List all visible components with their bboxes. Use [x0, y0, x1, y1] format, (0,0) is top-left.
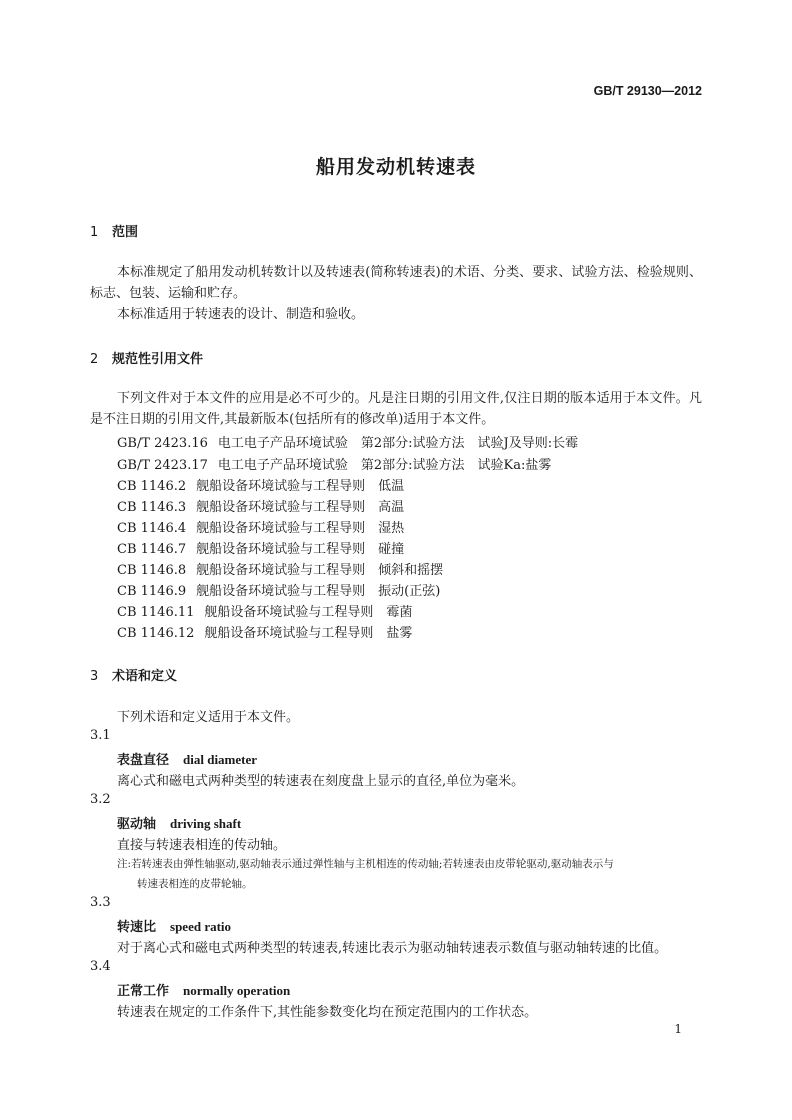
reference-title: 舰船设备环境试验与工程导则 振动(正弦)	[196, 584, 441, 599]
reference-item	[117, 538, 414, 557]
reference-item	[117, 496, 414, 515]
term-heading	[117, 813, 241, 832]
term-definition: 对于离心式和磁电式两种类型的转速表,转速比表示为驱动轴转速表示数值与驱动轴转速的比值。	[117, 941, 668, 956]
term-note-continued: 转速表相连的皮带轮轴。	[137, 878, 253, 890]
reference-title: 舰船设备环境试验与工程导则 倾斜和摇摆	[196, 563, 444, 578]
section-title: 术语和定义	[112, 669, 178, 684]
paragraph: 本标准规定了船用发动机转数计以及转速表(简称转速表)的术语、分类、要求、试验方法、检验规则、标志、包装、运输和贮存。	[90, 265, 702, 301]
reference-item	[117, 475, 414, 494]
standard-number: GB/T 29130—2012	[593, 84, 702, 98]
term-zh: 表盘直径	[117, 753, 170, 768]
reference-title: 舰船设备环境试验与工程导则 盐雾	[204, 626, 413, 641]
reference-code: CB 1146.3	[117, 500, 187, 515]
term-number: 3.4	[90, 959, 111, 974]
reference-title: 舰船设备环境试验与工程导则 湿热	[196, 521, 405, 536]
document-title: 船用发动机转速表	[315, 156, 476, 178]
reference-title: 舰船设备环境试验与工程导则 低温	[196, 479, 405, 494]
term-zh: 驱动轴	[117, 817, 157, 832]
section-number: 2	[90, 352, 99, 367]
term-definition: 离心式和磁电式两种类型的转速表在刻度盘上显示的直径,单位为毫米。	[117, 774, 525, 789]
reference-item	[117, 559, 453, 578]
reference-item	[117, 432, 588, 451]
term-heading	[117, 980, 290, 999]
term-number: 3.2	[90, 792, 111, 807]
term-heading	[117, 916, 231, 935]
paragraph: 本标准适用于转速表的设计、制造和验收。	[117, 307, 365, 322]
paragraph: 下列文件对于本文件的应用是必不可少的。凡是注日期的引用文件,仅注日期的版本适用于本文件。凡是不注日期的引用文件,其最新版本(包括所有的修改单)适用于本文件。	[90, 391, 702, 427]
section-number: 3	[90, 669, 99, 684]
term-en: driving shaft	[170, 816, 242, 831]
reference-code: CB 1146.2	[117, 479, 187, 494]
reference-code: GB/T 2423.17	[117, 458, 208, 473]
reference-code: CB 1146.12	[117, 626, 195, 641]
reference-code: CB 1146.4	[117, 521, 187, 536]
reference-code: CB 1146.8	[117, 563, 187, 578]
section-heading-3	[90, 665, 177, 684]
section-heading-1	[90, 221, 138, 240]
paragraph: 下列术语和定义适用于本文件。	[117, 710, 300, 725]
reference-title: 电工电子产品环境试验 第2部分:试验方法 试验Ka:盐雾	[217, 458, 552, 473]
reference-item	[117, 580, 450, 599]
section-title: 范围	[112, 225, 139, 240]
reference-title: 电工电子产品环境试验 第2部分:试验方法 试验J及导则:长霉	[217, 436, 579, 451]
term-definition: 转速表在规定的工作条件下,其性能参数变化均在预定范围内的工作状态。	[117, 1005, 538, 1020]
section-heading-2	[90, 348, 203, 367]
reference-title: 舰船设备环境试验与工程导则 霉菌	[204, 605, 413, 620]
term-en: dial diameter	[183, 752, 258, 767]
term-en: normally operation	[183, 983, 291, 998]
reference-title: 舰船设备环境试验与工程导则 高温	[196, 500, 405, 515]
reference-code: CB 1146.9	[117, 584, 187, 599]
reference-item	[117, 454, 561, 473]
term-number: 3.3	[90, 895, 111, 910]
reference-item	[117, 601, 422, 620]
reference-title: 舰船设备环境试验与工程导则 碰撞	[196, 542, 405, 557]
reference-code: GB/T 2423.16	[117, 436, 208, 451]
term-zh: 正常工作	[117, 984, 170, 999]
term-definition: 直接与转速表相连的传动轴。	[117, 838, 287, 853]
term-note: 注:若转速表由弹性轴驱动,驱动轴表示通过弹性轴与主机相连的传动轴;若转速表由皮带轮驱动,驱动轴表示与	[117, 858, 614, 870]
reference-code: CB 1146.11	[117, 605, 195, 620]
term-zh: 转速比	[117, 920, 157, 935]
section-number: 1	[90, 225, 99, 240]
section-title: 规范性引用文件	[112, 352, 204, 367]
page-number: 1	[674, 1022, 682, 1036]
term-number: 3.1	[90, 728, 111, 743]
reference-item	[117, 517, 414, 536]
term-en: speed ratio	[170, 919, 232, 934]
reference-item	[117, 622, 422, 641]
term-heading	[117, 749, 257, 768]
reference-code: CB 1146.7	[117, 542, 187, 557]
